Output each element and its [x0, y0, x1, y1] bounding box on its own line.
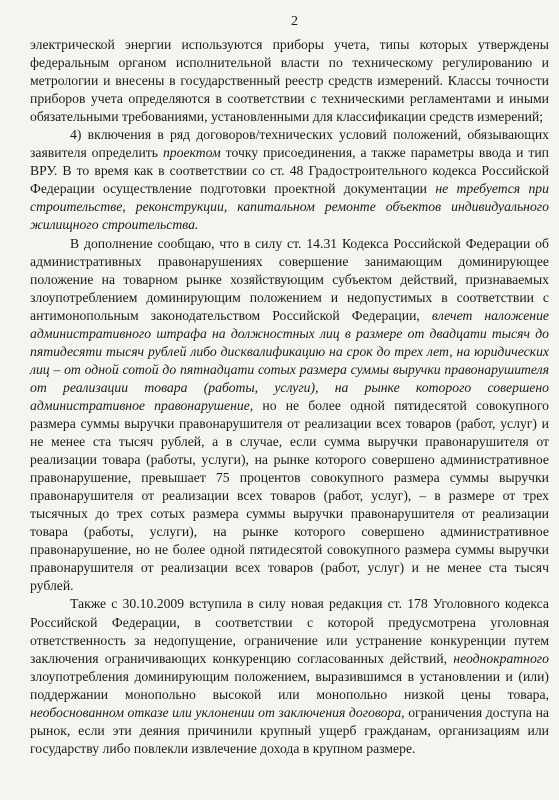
paragraph-measuring-devices — [30, 36, 549, 126]
text-segment: но не более одной пятидесятой совокупного размера суммы выручки правонарушителя от реализации всех товаров (работ, услуг) и не менее ста тысяч рублей, а в случае, если сумма выручки правонарушителя от реализации товара (работы, услуги), на рынке которого совершено административное правонарушение, превышает 75 процентов совокупного размера суммы выручки правонарушителя от реализации всех товаров (работ, услуг), – в размере от трех тысячных до трех сотых размера суммы выручки правонарушителя от реализации товара (работы, услуги), на рынке которого совершено административное правонарушение, но не более одной пятидесятой совокупного размера суммы выручки правонарушителя от реализации всех товаров (работ, услуг) и не менее ста тысяч рублей. — [30, 397, 549, 594]
text-segment-italic: необоснованном отказе или уклонении от заключения договора — [30, 704, 402, 720]
text-segment: электрической энергии используются приборы учета, типы которых утверждены федеральным органом исполнительной власти по техническому регулированию и метрологии и внесены в государственный реестр средств измерений. Классы точности приборов учета определяются в соответствии с техническими регламентами и иными обязательными требованиями, установленными для классификации средств измерений; — [30, 37, 549, 125]
text-segment: Также с 30.10.2009 вступила в силу новая редакция ст. 178 Уголовного кодекса Российской Федерации, в соответствии с которой предусмотрена уголовная ответственность за недопущение, ограничение или устранение конкуренции путем заключения ограничивающих конкуренцию согласованных действий, — [30, 596, 549, 666]
text-segment: , ограничения доступа на рынок, если эти деяния причинили крупный ущерб гражданам, организациям или государству либо повлекли извлечение дохода в крупном размере. — [30, 704, 549, 756]
text-segment: злоупотребления доминирующим положением, выразившимся в установлении и (или) поддержании монопольно высокой или монопольно низкой цены товара, — [30, 668, 549, 702]
paragraph-article-14-31 — [30, 235, 549, 596]
text-segment-italic: проектом — [162, 145, 221, 161]
paragraph-article-178 — [30, 595, 549, 757]
text-segment-italic: влечет наложение административного штрафа на должностных лиц в размере от двадцати тысяч до пятидесяти тысяч рублей либо дисквалификацию на срок до трех лет, на юридических лиц – от одной сотой до пятнадцати сотых размера суммы выручки правонарушителя от реализации товара (работы, услуги), на рынке которого совершено административное правонарушение, — [30, 307, 550, 413]
text-segment: 4) включения в ряд договоров/технических условий положений, обязывающих заявителя определить — [30, 127, 549, 161]
paragraph-point-4 — [30, 126, 549, 234]
text-segment: точку присоединения, а также параметры ввода и тип ВРУ. В то время как в соответствии со ст. 48 Градостроительного кодекса Российской Федерации осуществление подготовки проектной документации — [30, 145, 549, 197]
text-segment: В дополнение сообщаю, что в силу ст. 14.31 Кодекса Российской Федерации об административных правонарушениях совершение занимающим доминирующее положение на товарном рынке хозяйствующим субъектом действий, признаваемых злоупотреблением доминирующим положением и недопустимых в соответствии с антимонопольным законодательством Российской Федерации, — [30, 235, 549, 323]
text-segment-italic: неоднократного — [453, 650, 549, 666]
text-segment-italic: не требуется при строительстве, реконструкции, капитальном ремонте объектов индивидуального жилищного строительства. — [30, 181, 549, 233]
page-number: 2 — [291, 14, 298, 29]
